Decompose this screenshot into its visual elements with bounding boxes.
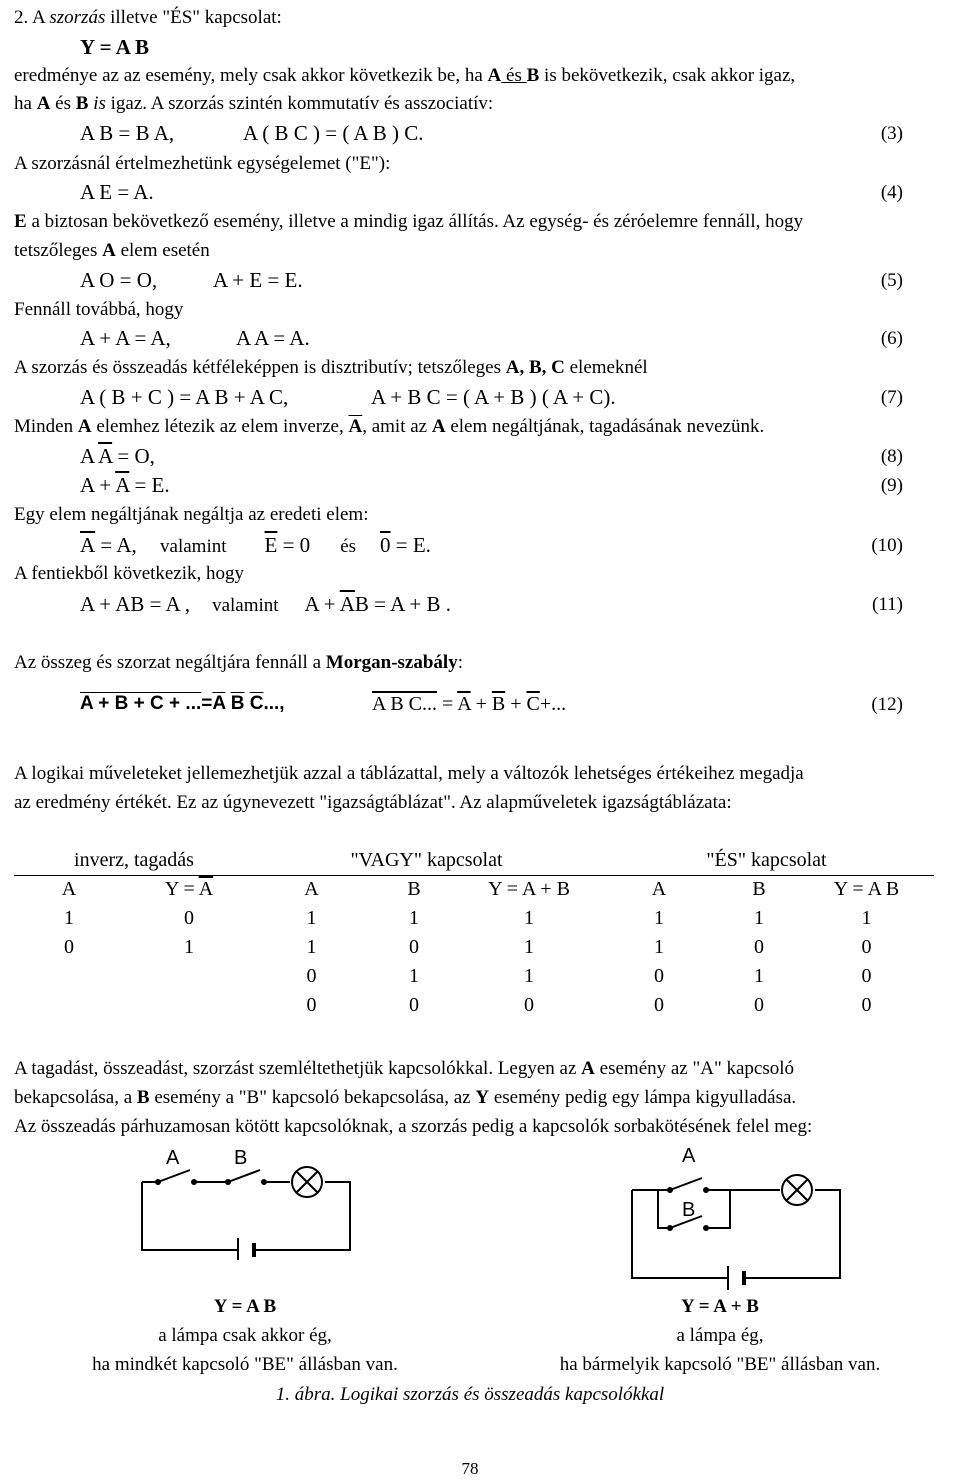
equation-number: (4): [880, 182, 903, 203]
column-header: B: [407, 878, 421, 900]
equation-7-left: A ( B + C ) = A B + A C,: [80, 385, 289, 409]
page-number: 78: [461, 1459, 479, 1478]
group-header: "VAGY" kapcsolat: [350, 849, 503, 871]
table-cell: 0: [754, 994, 764, 1016]
equation-number: (9): [880, 475, 903, 496]
equation-3-right: A ( B C ) = ( A B ) C.: [243, 121, 424, 145]
table-cell: 1: [524, 965, 534, 987]
table-cell: 1: [524, 936, 534, 958]
equation-number: (7): [880, 387, 903, 408]
table-cell: 0: [754, 936, 764, 958]
table-row: [14, 962, 934, 991]
table-cell: 1: [64, 907, 74, 929]
paragraph-line: tetszőleges A elem esetén: [14, 240, 210, 261]
table-cell: [14, 962, 124, 991]
switch-label-a: A: [166, 1147, 180, 1169]
truth-table: [14, 846, 934, 1020]
table-cell: 0: [861, 994, 872, 1016]
equation-number: (6): [880, 328, 903, 349]
paragraph-line: A szorzásnál értelmezhetünk egységelemet ("E"):: [14, 153, 391, 174]
table-cell: 0: [654, 965, 664, 987]
double-negation: $\overline{A}$: [80, 533, 96, 557]
equation-6-right: A A = A.: [236, 326, 310, 350]
equation-12-left: $A + B + C + ...=\overline{A}$ $\overline{B}$ $\overline{C}$...,: [80, 693, 285, 714]
table-cell: 1: [184, 936, 194, 958]
group-header: "ÉS" kapcsolat: [706, 849, 827, 871]
caption-left-formula: Y = A B: [213, 1296, 277, 1317]
section-heading: 2. A szorzás illetve "ÉS" kapcsolat:: [14, 7, 282, 28]
column-header: A: [61, 878, 77, 900]
column-header: A: [304, 878, 319, 900]
equation-number: (3): [880, 123, 903, 144]
switch-label-b: B: [682, 1199, 696, 1221]
paragraph-line: A tagadást, összeadást, szorzást szemléltethetjük kapcsolókkal. Legyen az A esemény az "A" kapcsoló: [14, 1058, 795, 1079]
paragraph-line: Fennáll továbbá, hogy: [14, 299, 184, 320]
table-cell: 1: [409, 907, 419, 929]
equation-6-left: A + A = A,: [80, 326, 171, 350]
paragraph-line: az eredmény értékét. Ez az úgynevezett "igazságtáblázat". Az alapműveletek igazságtáblázata:: [14, 792, 732, 813]
equation-9: $A + \overline{A} = E$.: [80, 473, 170, 497]
paragraph-line: Az összeg és szorzat negáltjára fennáll a Morgan-szabály:: [14, 652, 463, 673]
switch-label-a: A: [682, 1145, 696, 1167]
table-cell: 0: [306, 965, 317, 987]
equation-number: (8): [880, 446, 903, 467]
table-cell: [14, 991, 124, 1020]
equation-number: (12): [871, 694, 903, 715]
paragraph-line: Minden A elemhez létezik az elem inverze, $\overline{A}$, amit az A elem negáltjának, tagadásának nevezünk.: [14, 416, 765, 437]
table-cell: 0: [409, 994, 419, 1016]
paragraph-line: bekapcsolása, a B esemény a "B" kapcsoló bekapcsolása, az Y esemény pedig egy lámpa kigyulladása.: [14, 1087, 797, 1108]
paragraph-line: A logikai műveleteket jellemezhetjük azzal a táblázattal, mely a változók lehetséges értékeihez megadja: [14, 763, 804, 784]
table-divider: [14, 875, 934, 876]
equation-number: (5): [880, 270, 903, 291]
equation-5-right: A + E = E.: [213, 268, 303, 292]
table-cell: 0: [861, 965, 872, 987]
column-header: B: [752, 878, 766, 900]
column-header: Y = A + B: [488, 878, 570, 900]
table-cell: 0: [184, 907, 194, 929]
table-row: [14, 904, 934, 933]
equation-number: (11): [872, 594, 903, 615]
table-cell: 1: [306, 936, 317, 958]
formula-y-equals-ab: Y = A B: [80, 35, 149, 59]
table-cell: 1: [524, 907, 534, 929]
equation-8: A $\overline{A} = O$,: [80, 444, 155, 468]
truth-table-header: [14, 875, 934, 904]
group-header: inverz, tagadás: [74, 849, 194, 871]
table-cell: [124, 991, 254, 1020]
caption-right-line: ha bármelyik kapcsoló "BE" állásban van.: [559, 1354, 881, 1375]
equation-number: (10): [871, 535, 903, 556]
equation-5-left: A O = O,: [80, 268, 158, 292]
equation-11: A + AB = A , valamint $A + \overline{A}B = A + B$ .: [80, 592, 451, 616]
parallel-circuit-diagram: [620, 1140, 880, 1290]
table-cell: [124, 962, 254, 991]
series-circuit-diagram: [130, 1140, 370, 1260]
table-cell: 0: [861, 936, 872, 958]
caption-left-line: ha mindkét kapcsoló "BE" állásban van.: [92, 1354, 398, 1375]
table-cell: 1: [861, 907, 872, 929]
table-cell: 1: [409, 965, 419, 987]
equation-7-right: A + B C = ( A + B ) ( A + C).: [371, 385, 616, 409]
equation-4: A E = A.: [80, 180, 154, 204]
caption-right-formula: Y = A + B: [681, 1296, 759, 1317]
caption-right-line: a lámpa ég,: [676, 1325, 764, 1346]
equation-10: $\overline{A} = A$, valamint $\overline{E} = 0$ és 0 = E.: [80, 533, 431, 557]
table-cell: 1: [654, 907, 664, 929]
table-cell: 0: [654, 994, 664, 1016]
paragraph-line: ha A és B is igaz. A szorzás szintén kommutatív és asszociatív:: [14, 93, 494, 114]
column-header: A: [651, 878, 667, 900]
table-cell: 1: [306, 907, 317, 929]
table-cell: 1: [754, 965, 764, 987]
equation-3-left: A B = B A,: [80, 121, 175, 145]
switch-label-b: B: [234, 1147, 248, 1169]
table-cell: 1: [654, 936, 664, 958]
column-header: Y = A B: [833, 878, 900, 900]
table-cell: 1: [754, 907, 764, 929]
paragraph-line: Az összeadás párhuzamosan kötött kapcsolóknak, a szorzás pedig a kapcsolók sorbakötésének felel meg:: [14, 1116, 813, 1137]
table-cell: 0: [524, 994, 534, 1016]
paragraph-line: eredménye az az esemény, mely csak akkor következik be, ha A és B is bekövetkezik, csak akkor igaz,: [14, 65, 796, 86]
paragraph-line: E a biztosan bekövetkező esemény, illetve a mindig igaz állítás. Az egység- és zéróelemre fennáll, hogy: [14, 211, 804, 232]
column-header: $Y = \overline{A}$: [164, 878, 214, 900]
caption-left-line: a lámpa csak akkor ég,: [158, 1325, 332, 1346]
table-cell: 0: [306, 994, 317, 1016]
paragraph-line: Egy elem negáltjának negáltja az eredeti elem:: [14, 504, 369, 525]
table-row: [14, 933, 934, 962]
table-cell: 0: [409, 936, 419, 958]
truth-table-groups: [14, 846, 934, 875]
table-row: [14, 991, 934, 1020]
paragraph-line: A fentiekből következik, hogy: [14, 563, 245, 584]
equation-12-right: A B C... = $\overline{A} + \overline{B} + \overline{C}+$...: [372, 693, 567, 715]
paragraph-line: A szorzás és összeadás kétféleképpen is disztributív; tetszőleges A, B, C elemeknél: [14, 357, 648, 378]
figure-caption: 1. ábra. Logikai szorzás és összeadás kapcsolókkal: [275, 1384, 665, 1405]
table-cell: 0: [64, 936, 74, 958]
